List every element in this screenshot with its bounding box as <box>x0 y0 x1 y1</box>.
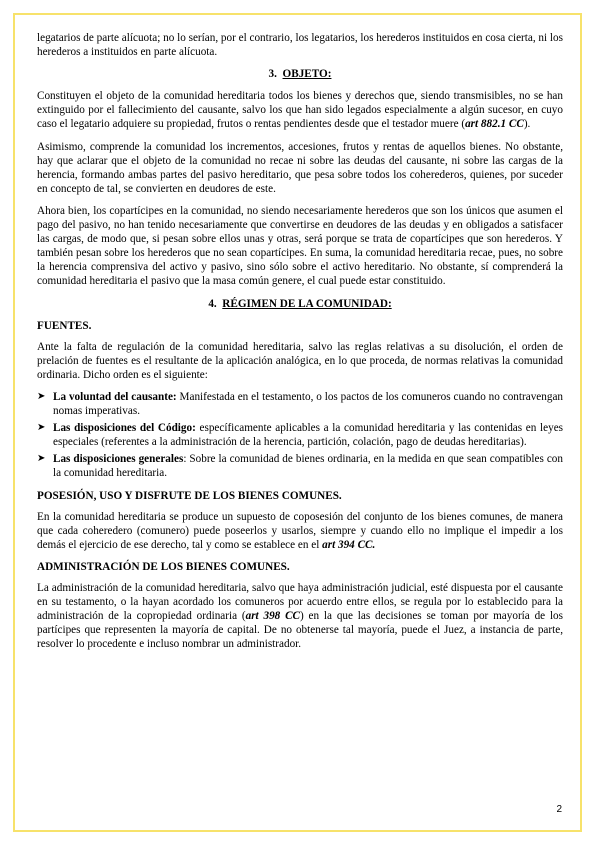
list-item-text: específicamente aplicables a la comunidad hereditaria y las contenidas en leyes especiales (referentes a la administración de la herencia, partición, colación, pago de deudas hereditarias). <box>53 422 564 449</box>
section-number: 3. <box>268 68 277 81</box>
subheading-fuentes: FUENTES. <box>37 319 92 332</box>
objeto-paragraph-2: Asimismo, comprende la comunidad los incrementos, accesiones, frutos y rentas de aquellos bienes. No obstante, hay que aclarar que el objeto de la comunidad no recae ni sobre las deudas del causante, ni sobre las cargas de la herencia, formando ambas partes del pasivo hereditario, que pesa sobre todos los coherederos, quienes, por suceder en concepto de tal, se convierten en deudores de este. <box>37 140 563 195</box>
objeto-p1-end: ). <box>523 118 531 131</box>
fuentes-list <box>37 390 563 481</box>
section-heading-objeto <box>37 67 563 81</box>
objeto-paragraph-3: Ahora bien, los copartícipes en la comunidad, no siendo necesariamente herederos que son los únicos que asumen el pago del pasivo, no han tenido necesariamente que convertirse en deudores de las deudas y en obligados a satisfacer las cargas, de modo que, si pesan sobre ellos unas y otras, será porque se trata de copartícipes que son herederos. Y también pesan sobre los herederos que no sean copartícipes. En suma, la comunidad hereditaria recae, pues, no sobre la herencia comprensiva del activo y pasivo, sino sólo sobre el activo hereditario. No obstante, sí comprenderá la comunidad hereditaria el pasivo que la masa común genere, el cual puede estar constituido. <box>37 204 563 288</box>
admin-text-1: La administración de la comunidad hereditaria, salvo que haya administración judicial, esté dispuesta por el causante en su testamento, o la hayan acordado los comuneros por acuerdo entre ellos, se regula por lo establecido para la administración de la copropiedad ordinaria ( <box>37 582 563 623</box>
list-item-text: Manifestada en el testamento, o los pactos de los comuneros cuando no contravengan nomas imperativas. <box>53 390 564 418</box>
intro-paragraph: legatarios de parte alícuota; no lo serían, por el contrario, los legatarios, los herederos instituidos en cosa cierta, ni los herederos a instituidos en parte alícuota. <box>37 32 563 59</box>
section-title: OBJETO: <box>282 68 332 81</box>
list-item <box>37 390 563 418</box>
document-page <box>13 13 582 832</box>
admin-text-2: ) en la que las decisiones se toman por mayoría de los partícipes que representen la mayoría de capital. De no obtenerse tal mayoría, puede el Juez, a instancia de parte, resolver lo procedente e incluso nombrar un administrador. <box>37 610 563 651</box>
legal-reference: art 882.1 CC <box>465 118 524 131</box>
list-item-text: : Sobre la comunidad de bienes ordinaria, en la medida en que sean compatibles con la comunidad hereditaria. <box>53 453 563 480</box>
list-item-label: Las disposiciones generales <box>53 453 184 466</box>
administracion-paragraph <box>37 581 563 651</box>
objeto-paragraph-1 <box>37 89 563 131</box>
section-title: RÉGIMEN DE LA COMUNIDAD: <box>222 297 392 310</box>
section-heading-regimen <box>37 297 563 311</box>
page-number: 2 <box>556 804 562 815</box>
objeto-p1-text: Constituyen el objeto de la comunidad hereditaria todos los bienes y derechos que, siendo transmisibles, no se han extinguido por el fallecimiento del causante, salvo los que han sido legados especialmente a algún sucesor, en cuyo caso el legatario adquiere su propiedad, frutos o rentas pendientes desde que el testador muere ( <box>37 90 563 131</box>
legal-reference: art 394 CC. <box>322 538 376 551</box>
list-item <box>37 421 563 449</box>
document-body <box>37 31 563 659</box>
list-item-label: Las disposiciones del Código: <box>53 422 196 435</box>
arrow-right-icon: ➤ <box>37 453 46 465</box>
list-item <box>37 452 563 480</box>
subheading-administracion: ADMINISTRACIÓN DE LOS BIENES COMUNES. <box>37 560 290 573</box>
posesion-paragraph <box>37 510 563 552</box>
posesion-text: En la comunidad hereditaria se produce un supuesto de coposesión del conjunto de los bienes comunes, de manera que cada coheredero (comunero) puede poseerlos y usarlos, siempre y cuando ello no implique el impedir a los demás el ejercicio de ese derecho, tal y como se establece en el <box>37 510 563 551</box>
legal-reference: art 398 CC <box>245 610 301 623</box>
fuentes-paragraph: Ante la falta de regulación de la comunidad hereditaria, salvo las reglas relativas a su disolución, el orden de prelación de fuentes es el resultante de la aplicación analógica, en lo que proceda, de normas relativas la comunidad ordinaria. Dicho orden es el siguiente: <box>37 340 563 381</box>
arrow-right-icon: ➤ <box>37 390 46 402</box>
arrow-right-icon: ➤ <box>37 422 46 434</box>
section-number: 4. <box>208 297 217 310</box>
subheading-posesion: POSESIÓN, USO Y DISFRUTE DE LOS BIENES COMUNES. <box>37 489 342 502</box>
list-item-label: La voluntad del causante: <box>53 390 177 403</box>
